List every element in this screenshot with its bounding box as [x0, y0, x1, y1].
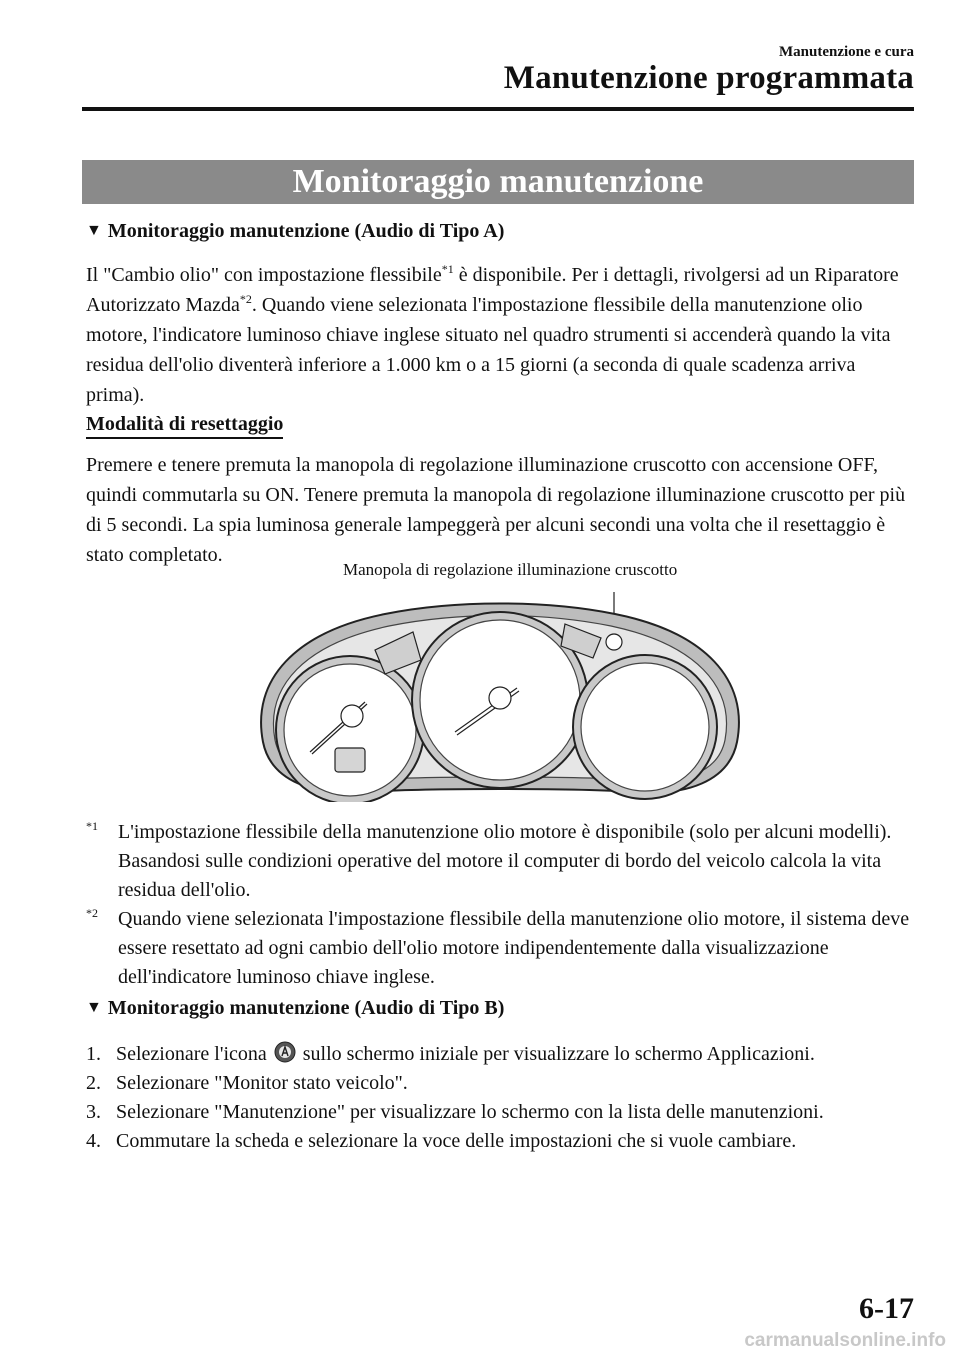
subheading-reset: Modalità di resettaggio: [86, 412, 283, 439]
intro-text-1: Il "Cambio olio" con impostazione flessibile: [86, 264, 442, 286]
applications-icon: [274, 1041, 296, 1063]
heading-type-a: [86, 220, 504, 243]
list-item: 3. Selezionare "Manutenzione" per visualizzare lo schermo con la lista delle manutenzioni.: [86, 1101, 824, 1123]
instrument-cluster-icon: [255, 592, 745, 802]
footnote-1: [86, 818, 916, 905]
footnote-mark-1: *1: [86, 819, 98, 833]
triangle-marker-icon: ▼: [86, 999, 102, 1016]
intro-text-2: è disponibile. Per i dettagli, rivolgersi ad un Riparatore Autorizzato Mazda: [86, 264, 899, 316]
heading-type-b: [86, 997, 504, 1020]
footnote-2: [86, 905, 916, 992]
intro-text-3: . Quando viene selezionata l'impostazione flessibile della manutenzione olio motore, l'indicatore luminoso chiave inglese situato nel quadro strumenti si accenderà quando la vita residua dell'olio diventerà inferiore a 1.000 km o a 15 giorni (a seconda di quale scadenza arriva prima).: [86, 294, 891, 406]
footnote-text-2: Quando viene selezionata l'impostazione flessibile della manutenzione olio motore, il sistema deve essere resettato ad ogni cambio dell'olio motore indipendentemente dalla visualizzazione dell'indicatore luminoso chiave inglese.: [118, 908, 910, 988]
footnote-ref-1: *1: [441, 262, 454, 276]
footnote-text-1: L'impostazione flessibile della manutenzione olio motore è disponibile (solo per alcuni modelli). Basandosi sulle condizioni operative del motore il computer di bordo del veicolo calcola la vita residua dell'olio.: [118, 821, 892, 901]
watermark: carmanualsonline.info: [744, 1330, 946, 1351]
section-banner: Monitoraggio manutenzione: [82, 160, 914, 204]
list-item: 2. Selezionare "Monitor stato veicolo".: [86, 1072, 408, 1094]
figure-callout-label: Manopola di regolazione illuminazione cruscotto: [343, 560, 678, 579]
triangle-marker-icon: ▼: [86, 222, 102, 239]
steps-list: [86, 1040, 926, 1156]
intro-paragraph: [86, 260, 916, 410]
heading-type-a-text: Monitoraggio manutenzione (Audio di Tipo A): [107, 220, 505, 242]
footnote-mark-2: *2: [86, 906, 98, 920]
list-item: 1. Selezionare l'icona sullo schermo iniziale per visualizzare lo schermo Applicazioni.: [86, 1043, 815, 1065]
footnote-ref-2: *2: [239, 292, 252, 306]
reset-paragraph: Premere e tenere premuta la manopola di regolazione illuminazione cruscotto con accensione OFF, quindi commutarla su ON. Tenere premuta la manopola di regolazione illuminazione cruscotto per più di 5 secondi. La spia luminosa generale lampeggerà per alcuni secondi una volta che il resettaggio è stato completato.: [86, 454, 906, 566]
header-title: Manutenzione programmata: [503, 60, 914, 96]
header-divider: [82, 107, 914, 111]
header-section: Manutenzione e cura: [779, 44, 914, 60]
page-number: 6-17: [859, 1292, 914, 1325]
list-item: 4. Commutare la scheda e selezionare la voce delle impostazioni che si vuole cambiare.: [86, 1130, 797, 1152]
heading-type-b-text: Monitoraggio manutenzione (Audio di Tipo B): [107, 997, 505, 1019]
